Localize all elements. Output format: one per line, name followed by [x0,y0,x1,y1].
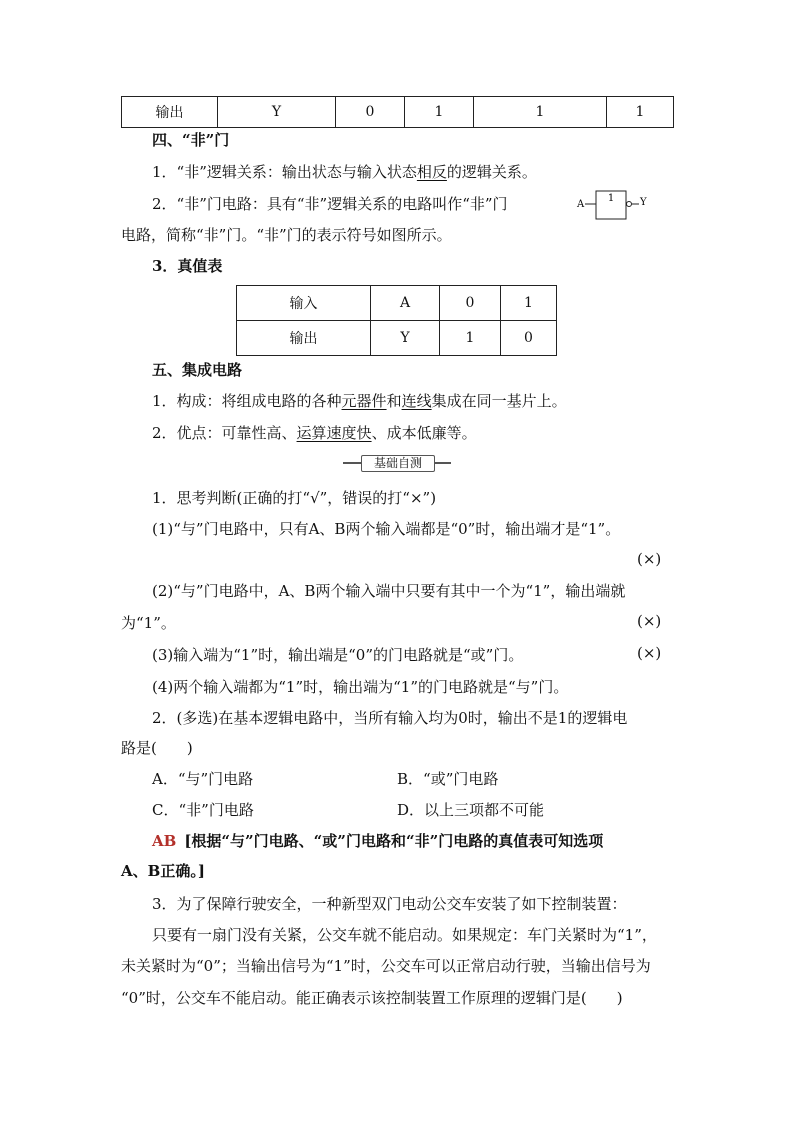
text: 、成本低廉等。 [371,424,477,442]
text: 的逻辑关系。 [446,163,537,181]
explanation-text: [根据“与”门电路、“或”门电路和“非”门电路的真值表可知选项 [184,832,604,850]
answer-label: AB [152,832,177,850]
paragraph-not-gate-circuit-cont: 电路，简称“非”门。“非”门的表示符号如图所示。 [121,226,452,244]
underlined-text: 连线 [401,392,432,410]
text: 集成在同一基片上。 [431,392,567,410]
not-gate-truth-table [236,285,557,356]
text: 1．“非”逻辑关系：输出状态与输入状态 [152,163,417,181]
question-2-stem-cont: 路是( ) [121,739,193,757]
question-1-statement-3: (3)输入端为“1”时，输出端是“0”的门电路就是“或”门。 [152,646,524,664]
table-cell: Y [218,97,336,128]
text: 1．构成：将组成电路的各种 [152,392,342,410]
paragraph-ic-advantages [152,422,477,443]
symbol-label-one: 1 [607,193,615,204]
underlined-text: 相反 [416,163,447,181]
table-row [122,97,674,128]
text: 2．优点：可靠性高、 [152,424,297,442]
table-cell: 1 [474,97,607,128]
question-2-option-a: A．“与”门电路 [152,770,254,788]
question-1-statement-2-mark: (×) [637,612,662,630]
question-3-stem-line-4: “0”时，公交车不能启动。能正确表示该控制装置工作原理的逻辑门是( ) [121,989,623,1007]
table-cell: 输出 [122,97,218,128]
table-cell: 输入 [237,286,371,321]
table-row [237,321,557,356]
question-1-statement-3-mark: (×) [637,644,662,662]
badge-label: 基础自测 [361,455,435,472]
question-2-stem: 2．(多选)在基本逻辑电路中，当所有输入均为0时，输出不是1的逻辑电 [152,709,628,727]
question-1-statement-1: (1)“与”门电路中，只有A、B两个输入端都是“0”时，输出端才是“1”。 [152,520,621,538]
table-cell: 1 [440,321,501,356]
question-3-stem-line-3: 未关紧时为“0”；当输出信号为“1”时，公交车可以正常启动行驶，当输出信号为 [121,957,651,975]
question-1-statement-4: (4)两个输入端都为“1”时，输出端为“1”的门电路就是“与”门。 [152,678,569,696]
truth-table-heading: 3．真值表 [152,257,223,275]
question-2-option-c: C．“非”门电路 [152,801,254,819]
table-cell: 1 [405,97,474,128]
not-gate-symbol-icon [575,188,655,222]
table-cell: Y [371,321,440,356]
table-cell: 输出 [237,321,371,356]
underlined-text: 元器件 [341,392,387,410]
section-heading-ic: 五、集成电路 [152,361,243,379]
table-cell: 0 [501,321,557,356]
question-2-explanation-cont: A、B正确。] [121,862,205,880]
table-cell: A [371,286,440,321]
question-2-option-b: B．“或”门电路 [397,770,499,788]
paragraph-ic-composition [152,390,567,411]
symbol-label-a: A [577,199,585,210]
question-1-statement-2: (2)“与”门电路中，A、B两个输入端中只要有其中一个为“1”，输出端就 [152,582,626,600]
text: 和 [386,392,402,410]
section-badge [343,455,451,471]
question-1-statement-2-cont: 为“1”。 [121,614,176,632]
underlined-text: 运算速度快 [296,424,372,442]
table-cell: 0 [440,286,501,321]
question-2-explanation [152,830,603,851]
paragraph-not-logic [152,161,537,182]
question-1-statement-1-mark: (×) [637,550,662,568]
table-row [237,286,557,321]
question-2-option-d: D．以上三项都不可能 [397,801,545,819]
section-heading-not-gate: 四、“非”门 [152,131,230,149]
table-cell: 0 [336,97,405,128]
question-3-stem-line-2: 只要有一扇门没有关紧，公交车就不能启动。如果规定：车门关紧时为“1”， [152,926,657,944]
symbol-label-y: Y [640,197,647,208]
question-3-stem-line-1: 3．为了保障行驶安全，一种新型双门电动公交车安装了如下控制装置： [152,895,627,913]
table-cell: 1 [607,97,674,128]
paragraph-not-gate-circuit: 2．“非”门电路：具有“非”逻辑关系的电路叫作“非”门 [152,195,508,213]
question-1-title: 1．思考判断(正确的打“√”，错误的打“×”) [152,489,437,507]
top-truth-table [121,96,674,128]
table-cell: 1 [501,286,557,321]
